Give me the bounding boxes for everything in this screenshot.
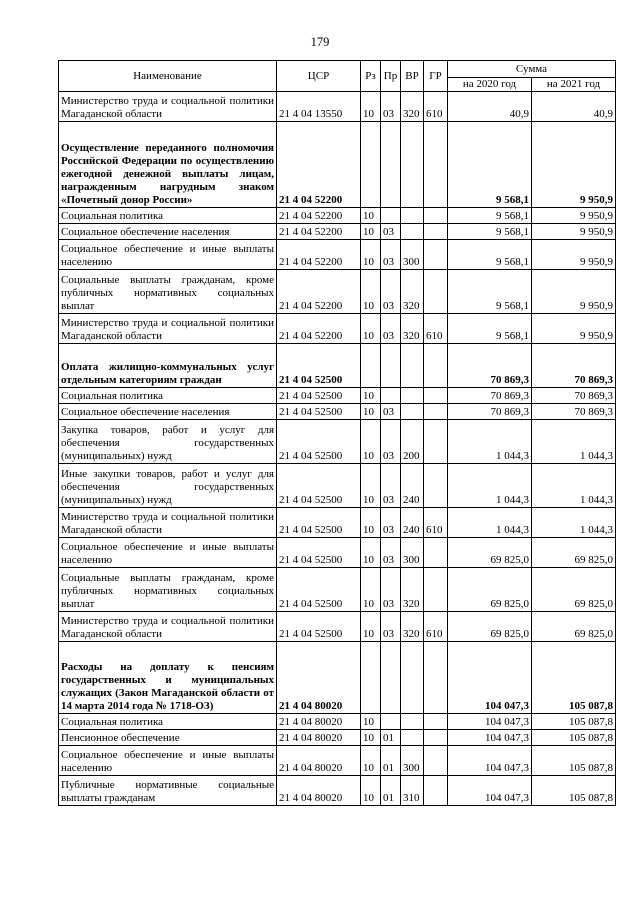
cell-rz: 10 — [361, 420, 381, 464]
cell-pr — [381, 714, 401, 730]
cell-csr: 21 4 04 52500 — [277, 568, 361, 612]
cell-csr: 21 4 04 52500 — [277, 344, 361, 388]
cell-sum-2020: 70 869,3 — [448, 388, 532, 404]
cell-rz: 10 — [361, 538, 381, 568]
cell-pr: 03 — [381, 420, 401, 464]
cell-sum-2021: 1 044,3 — [532, 508, 616, 538]
cell-rz: 10 — [361, 730, 381, 746]
header-gr: ГР — [424, 61, 448, 92]
cell-name: Социальное обеспечение населения — [59, 404, 277, 420]
cell-vr — [401, 642, 424, 714]
cell-name: Министерство труда и социальной политики Магаданской области — [59, 92, 277, 122]
cell-gr — [424, 642, 448, 714]
table-row — [59, 730, 616, 746]
cell-sum-2020: 9 568,1 — [448, 314, 532, 344]
cell-sum-2021: 1 044,3 — [532, 464, 616, 508]
cell-gr — [424, 714, 448, 730]
cell-sum-2021: 70 869,3 — [532, 388, 616, 404]
cell-sum-2021: 9 950,9 — [532, 208, 616, 224]
cell-sum-2021: 1 044,3 — [532, 420, 616, 464]
cell-sum-2020: 104 047,3 — [448, 776, 532, 806]
cell-gr — [424, 420, 448, 464]
cell-sum-2020: 9 568,1 — [448, 208, 532, 224]
table-row — [59, 240, 616, 270]
cell-sum-2020: 40,9 — [448, 92, 532, 122]
cell-name: Социальная политика — [59, 208, 277, 224]
table-row — [59, 404, 616, 420]
cell-vr: 300 — [401, 538, 424, 568]
table-row — [59, 568, 616, 612]
cell-rz: 10 — [361, 404, 381, 420]
cell-pr: 01 — [381, 776, 401, 806]
cell-pr: 03 — [381, 240, 401, 270]
cell-sum-2020: 69 825,0 — [448, 538, 532, 568]
cell-sum-2020: 69 825,0 — [448, 568, 532, 612]
cell-name: Социальное обеспечение и иные выплаты населению — [59, 746, 277, 776]
cell-name: Социальное обеспечение и иные выплаты населению — [59, 538, 277, 568]
cell-sum-2020: 104 047,3 — [448, 714, 532, 730]
cell-pr: 03 — [381, 314, 401, 344]
cell-name: Социальные выплаты гражданам, кроме публичных нормативных социальных выплат — [59, 270, 277, 314]
cell-vr — [401, 714, 424, 730]
cell-pr: 03 — [381, 538, 401, 568]
cell-name: Социальное обеспечение населения — [59, 224, 277, 240]
cell-vr: 310 — [401, 776, 424, 806]
cell-gr — [424, 240, 448, 270]
cell-sum-2021: 70 869,3 — [532, 404, 616, 420]
cell-csr: 21 4 04 52500 — [277, 538, 361, 568]
cell-gr — [424, 224, 448, 240]
cell-name: Публичные нормативные социальные выплаты гражданам — [59, 776, 277, 806]
cell-sum-2020: 104 047,3 — [448, 746, 532, 776]
cell-name: Министерство труда и социальной политики Магаданской области — [59, 314, 277, 344]
cell-pr: 01 — [381, 746, 401, 776]
cell-pr: 03 — [381, 612, 401, 642]
cell-sum-2020: 104 047,3 — [448, 642, 532, 714]
cell-rz: 10 — [361, 612, 381, 642]
cell-csr: 21 4 04 52200 — [277, 122, 361, 208]
cell-gr — [424, 208, 448, 224]
cell-csr: 21 4 04 52200 — [277, 224, 361, 240]
table-row — [59, 746, 616, 776]
cell-gr — [424, 538, 448, 568]
cell-name: Закупка товаров, работ и услуг для обеспечения государственных (муниципальных) нужд — [59, 420, 277, 464]
cell-name: Иные закупки товаров, работ и услуг для обеспечения государственных (муниципальных) нужд — [59, 464, 277, 508]
cell-gr — [424, 344, 448, 388]
cell-csr: 21 4 04 52500 — [277, 388, 361, 404]
cell-name: Министерство труда и социальной политики Магаданской области — [59, 508, 277, 538]
cell-sum-2021: 40,9 — [532, 92, 616, 122]
table-row — [59, 270, 616, 314]
cell-gr: 610 — [424, 508, 448, 538]
cell-rz: 10 — [361, 270, 381, 314]
cell-rz: 10 — [361, 746, 381, 776]
table-row — [59, 612, 616, 642]
header-year-2021: на 2021 год — [532, 78, 616, 92]
cell-vr: 320 — [401, 92, 424, 122]
cell-vr — [401, 344, 424, 388]
cell-sum-2020: 9 568,1 — [448, 240, 532, 270]
cell-gr: 610 — [424, 92, 448, 122]
cell-pr: 03 — [381, 508, 401, 538]
cell-csr: 21 4 04 80020 — [277, 730, 361, 746]
cell-vr — [401, 388, 424, 404]
table-row — [59, 208, 616, 224]
cell-sum-2021: 9 950,9 — [532, 270, 616, 314]
cell-name: Социальные выплаты гражданам, кроме публичных нормативных социальных выплат — [59, 568, 277, 612]
cell-sum-2020: 69 825,0 — [448, 612, 532, 642]
cell-pr: 03 — [381, 404, 401, 420]
cell-pr: 03 — [381, 270, 401, 314]
cell-rz: 10 — [361, 568, 381, 612]
cell-pr — [381, 344, 401, 388]
table-row — [59, 388, 616, 404]
cell-csr: 21 4 04 52200 — [277, 314, 361, 344]
cell-name: Социальное обеспечение и иные выплаты населению — [59, 240, 277, 270]
cell-sum-2021: 105 087,8 — [532, 746, 616, 776]
table-row — [59, 344, 616, 388]
cell-vr: 240 — [401, 508, 424, 538]
cell-csr: 21 4 04 52500 — [277, 464, 361, 508]
table-row — [59, 508, 616, 538]
table-row — [59, 122, 616, 208]
cell-sum-2021: 9 950,9 — [532, 240, 616, 270]
cell-gr — [424, 270, 448, 314]
cell-gr — [424, 388, 448, 404]
cell-sum-2021: 105 087,8 — [532, 730, 616, 746]
cell-rz: 10 — [361, 508, 381, 538]
cell-csr: 21 4 04 80020 — [277, 642, 361, 714]
cell-gr — [424, 730, 448, 746]
cell-csr: 21 4 04 80020 — [277, 776, 361, 806]
cell-vr — [401, 208, 424, 224]
table-row — [59, 776, 616, 806]
cell-pr: 03 — [381, 224, 401, 240]
header-rz: Рз — [361, 61, 381, 92]
cell-name: Социальная политика — [59, 388, 277, 404]
cell-name: Осуществление переданного полномочия Российской Федерации по осуществлению ежегодной денежной выплаты лицам, награжденным нагрудным знаком «Почетный донор России» — [59, 122, 277, 208]
cell-vr: 320 — [401, 568, 424, 612]
table-row — [59, 314, 616, 344]
cell-rz: 10 — [361, 240, 381, 270]
cell-gr — [424, 776, 448, 806]
cell-rz: 10 — [361, 92, 381, 122]
cell-csr: 21 4 04 52500 — [277, 420, 361, 464]
header-vr: ВР — [401, 61, 424, 92]
cell-rz: 10 — [361, 714, 381, 730]
table-row — [59, 538, 616, 568]
cell-gr — [424, 464, 448, 508]
cell-sum-2020: 9 568,1 — [448, 224, 532, 240]
header-year-2020: на 2020 год — [448, 78, 532, 92]
cell-gr — [424, 746, 448, 776]
cell-vr: 320 — [401, 314, 424, 344]
cell-sum-2021: 9 950,9 — [532, 122, 616, 208]
cell-rz: 10 — [361, 224, 381, 240]
cell-csr: 21 4 04 52200 — [277, 240, 361, 270]
cell-sum-2021: 69 825,0 — [532, 612, 616, 642]
table-row — [59, 464, 616, 508]
page-number: 179 — [310, 35, 330, 49]
cell-rz: 10 — [361, 388, 381, 404]
cell-sum-2021: 105 087,8 — [532, 776, 616, 806]
cell-vr: 320 — [401, 270, 424, 314]
header-name: Наименование — [59, 61, 277, 92]
cell-rz: 10 — [361, 776, 381, 806]
cell-csr: 21 4 04 13550 — [277, 92, 361, 122]
cell-csr: 21 4 04 52200 — [277, 270, 361, 314]
cell-rz — [361, 344, 381, 388]
cell-vr: 300 — [401, 746, 424, 776]
cell-csr: 21 4 04 80020 — [277, 746, 361, 776]
cell-vr: 240 — [401, 464, 424, 508]
cell-gr — [424, 122, 448, 208]
cell-sum-2020: 9 568,1 — [448, 270, 532, 314]
cell-gr — [424, 568, 448, 612]
cell-csr: 21 4 04 52500 — [277, 612, 361, 642]
cell-csr: 21 4 04 52500 — [277, 404, 361, 420]
cell-name: Оплата жилищно-коммунальных услуг отдельным категориям граждан — [59, 344, 277, 388]
cell-sum-2021: 69 825,0 — [532, 568, 616, 612]
header-pr: Пр — [381, 61, 401, 92]
cell-sum-2021: 9 950,9 — [532, 314, 616, 344]
cell-rz — [361, 122, 381, 208]
cell-pr — [381, 122, 401, 208]
cell-pr: 03 — [381, 568, 401, 612]
cell-gr: 610 — [424, 612, 448, 642]
table-row — [59, 92, 616, 122]
table-row — [59, 642, 616, 714]
cell-pr — [381, 642, 401, 714]
cell-pr — [381, 208, 401, 224]
table-row — [59, 420, 616, 464]
cell-sum-2020: 1 044,3 — [448, 420, 532, 464]
table-row — [59, 224, 616, 240]
cell-csr: 21 4 04 52200 — [277, 208, 361, 224]
table-row — [59, 714, 616, 730]
cell-gr: 610 — [424, 314, 448, 344]
cell-vr — [401, 730, 424, 746]
cell-name: Пенсионное обеспечение — [59, 730, 277, 746]
cell-sum-2021: 70 869,3 — [532, 344, 616, 388]
cell-csr: 21 4 04 80020 — [277, 714, 361, 730]
cell-rz — [361, 642, 381, 714]
cell-sum-2020: 9 568,1 — [448, 122, 532, 208]
cell-pr: 03 — [381, 92, 401, 122]
cell-pr: 03 — [381, 464, 401, 508]
cell-sum-2020: 104 047,3 — [448, 730, 532, 746]
cell-vr — [401, 404, 424, 420]
table-body — [59, 92, 616, 806]
cell-name: Министерство труда и социальной политики Магаданской области — [59, 612, 277, 642]
cell-vr: 300 — [401, 240, 424, 270]
cell-rz: 10 — [361, 208, 381, 224]
cell-vr: 200 — [401, 420, 424, 464]
budget-table — [58, 60, 616, 806]
cell-vr — [401, 224, 424, 240]
cell-sum-2021: 9 950,9 — [532, 224, 616, 240]
cell-sum-2021: 105 087,8 — [532, 714, 616, 730]
cell-sum-2021: 69 825,0 — [532, 538, 616, 568]
cell-name: Расходы на доплату к пенсиям государственных и муниципальных служащих (Закон Магаданской области от 14 марта 2014 года № 1718-ОЗ) — [59, 642, 277, 714]
cell-pr — [381, 388, 401, 404]
cell-sum-2021: 105 087,8 — [532, 642, 616, 714]
header-csr: ЦСР — [277, 61, 361, 92]
cell-rz: 10 — [361, 464, 381, 508]
cell-pr: 01 — [381, 730, 401, 746]
cell-sum-2020: 70 869,3 — [448, 344, 532, 388]
cell-vr: 320 — [401, 612, 424, 642]
cell-csr: 21 4 04 52500 — [277, 508, 361, 538]
header-sum: Сумма — [448, 61, 616, 78]
cell-rz: 10 — [361, 314, 381, 344]
cell-sum-2020: 1 044,3 — [448, 508, 532, 538]
cell-name: Социальная политика — [59, 714, 277, 730]
cell-sum-2020: 70 869,3 — [448, 404, 532, 420]
cell-vr — [401, 122, 424, 208]
cell-gr — [424, 404, 448, 420]
cell-sum-2020: 1 044,3 — [448, 464, 532, 508]
